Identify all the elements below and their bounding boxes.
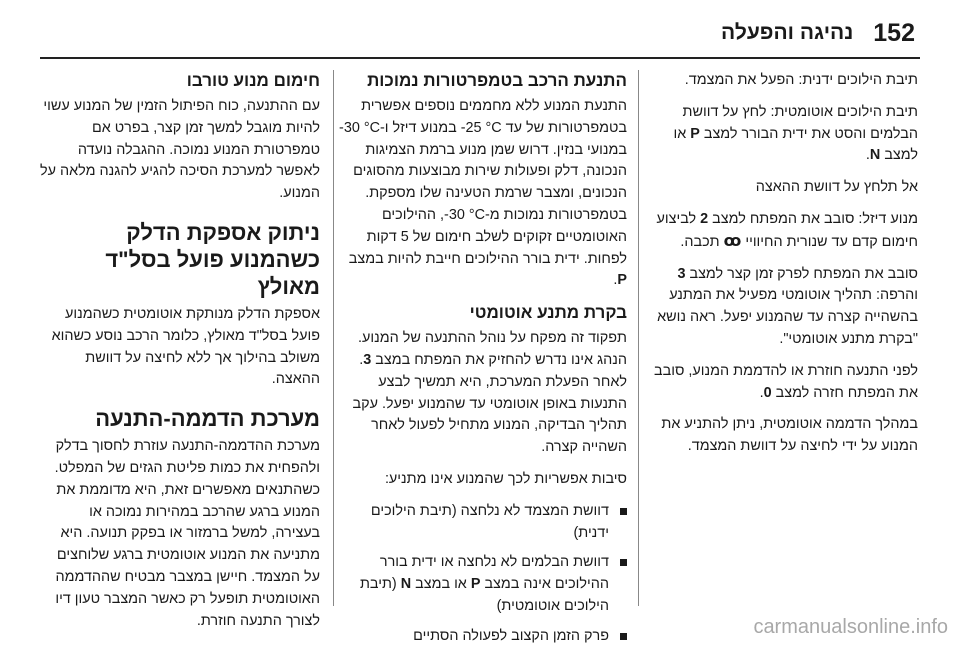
- heading-stop-start: מערכת הדממה-התנעה: [95, 406, 320, 432]
- paragraph-turn-key: סובב את המפתח לפרק זמן קצר למצב 3 והרפה: תהליך אוטומטי מפעיל את המתנע בהשהייה קצרה עד שהמנוע יפעל. ראה נושא "בקרת מתנע אוטומטי".: [657, 265, 918, 347]
- list-item: פרק הזמן הקצוב לפעולה הסתיים: [337, 626, 627, 648]
- list-item: דוושת הבלמים לא נלחצה או ידית בורר ההילוכים אינה במצב P או במצב N (תיבת הילוכים אוטומטית): [337, 552, 627, 617]
- paragraph-fuel-cutoff: אספקת הדלק מנותקת אוטומטית כשהמנוע פועל בסל"ד מאולץ, כלומר הרכב נוסע כשהוא משולב בהילוך אך ללא לחיצה על דוושת ההאצה.: [51, 305, 320, 388]
- reasons-list: [337, 501, 627, 648]
- heading-fuel-cutoff: ניתוק אספקת הדלק כשהמנוע פועל בסל"ד מאולץ: [105, 219, 320, 299]
- bullet-icon: [620, 633, 627, 640]
- paragraph-no-accelerator: אל תלחץ על דוושת ההאצה: [755, 179, 918, 196]
- paragraph-stop-start: מערכת ההדממה-התנעה עוזרת לחסוך בדלק ולהפחית את כמות פליטת הגזים של המפלט. כשהתנאים מאפשרים זאת, היא מדוממת את המנוע ברגע שהרכב במהירות נמוכה או בעצירה, למשל ברמזור או בפקק תנועה. היא מתניעה את המנוע אוטומטית ברגע שלוחצים על המצמד. חיישן במצבר מבטיח שההדממה האוטומטית תופעל רק כאשר המצבר טעון דיו לצורך התנעה חוזרת.: [54, 438, 320, 629]
- heading-turbo-warmup: חימום מנוע טורבו: [186, 71, 320, 90]
- paragraph-manual-gearbox: תיבת הילוכים ידנית: הפעל את המצמד.: [684, 72, 918, 88]
- column-right: [648, 70, 918, 468]
- list-item: דוושת המצמד לא נלחצה (תיבת הילוכים ידנית): [337, 501, 627, 545]
- paragraph-starter-control: תפקוד זה מפקח על נוהל ההתנעה של המנוע. הנהג אינו נדרש להחזיק את המפתח במצב 3. לאחר הפעלת המערכת, היא תמשיך לבצע התנעות באופן אוטומטי עד שהמנוע יפעל. עקב תהליך הבדיקה, המנוע מתחיל לפעול לאחר השהייה קצרה.: [352, 330, 627, 456]
- page-header: [40, 16, 915, 50]
- paragraph-restart: לפני התנעה חוזרת או להדממת המנוע, סובב את המפתח חזרה למצב 0.: [654, 362, 918, 401]
- chapter-title: נהיגה והפעלה: [721, 21, 854, 44]
- paragraph-possible-reasons: סיבות אפשריות לכך שהמנוע אינו מתניע:: [384, 470, 627, 487]
- paragraph-autostop-restart: במהלך הדממה אוטומטית, ניתן להתניע את המנוע על ידי לחיצה על דוושת המצמד.: [661, 416, 918, 455]
- paragraph-automatic-gearbox: תיבת הילוכים אוטומטית: לחץ על דוושת הבלמים והסט את ידית הבורר למצב P או למצב N.: [673, 103, 918, 164]
- column-divider: [638, 70, 639, 606]
- heading-cold-start: התנעת הרכב בטמפרטורות נמוכות: [367, 71, 627, 90]
- paragraph-diesel-preheat: מנוע דיזל: סובב את המפתח למצב 2 לביצוע חימום קדם עד שנורית החיוויי ꝏ תכבה.: [656, 210, 918, 250]
- column-middle: [337, 70, 627, 656]
- paragraph-turbo-warmup: עם ההתנעה, כוח הפיתול הזמין של המנוע עשוי להיות מוגבל למשך זמן קצר, בפרט אם טמפרטורת המנוע נמוכה. ההגבלה נועדה לאפשר למערכת הסיכה להגיע להגנה מלאה על המנוע.: [40, 98, 320, 202]
- column-divider: [333, 70, 334, 606]
- bullet-icon: [620, 559, 627, 566]
- watermark: carmanualsonline.info: [753, 616, 948, 638]
- page-number: 152: [873, 18, 915, 47]
- bullet-icon: [620, 508, 627, 515]
- column-left: [40, 70, 320, 642]
- paragraph-cold-start: התנעת המנוע ללא מחממים נוספים אפשרית בטמפרטורות של עד ‎-25 °C‎ במנוע דיזל ו-‎-30 °C‎ במנועי בנזין. דרוש שמן מנוע ברמת הצמיגות הנכונה, דלק ופעולות שירות מבוצעות מהסוגים הנכונים, ומצבר שרמת הטעינה שלו מספקת. בטמפרטורות נמוכות מ-‎-30 °C‎, ההילוכים האוטומטיים זקוקים לשלב חימום של 5 דקות לפחות. ידית בורר ההילוכים חייבת להיות במצב P.: [339, 98, 627, 289]
- heading-starter-control: בקרת מתנע אוטומטי: [469, 303, 627, 323]
- header-rule: [40, 57, 920, 59]
- glow-plug-icon: ꝏ: [723, 232, 742, 250]
